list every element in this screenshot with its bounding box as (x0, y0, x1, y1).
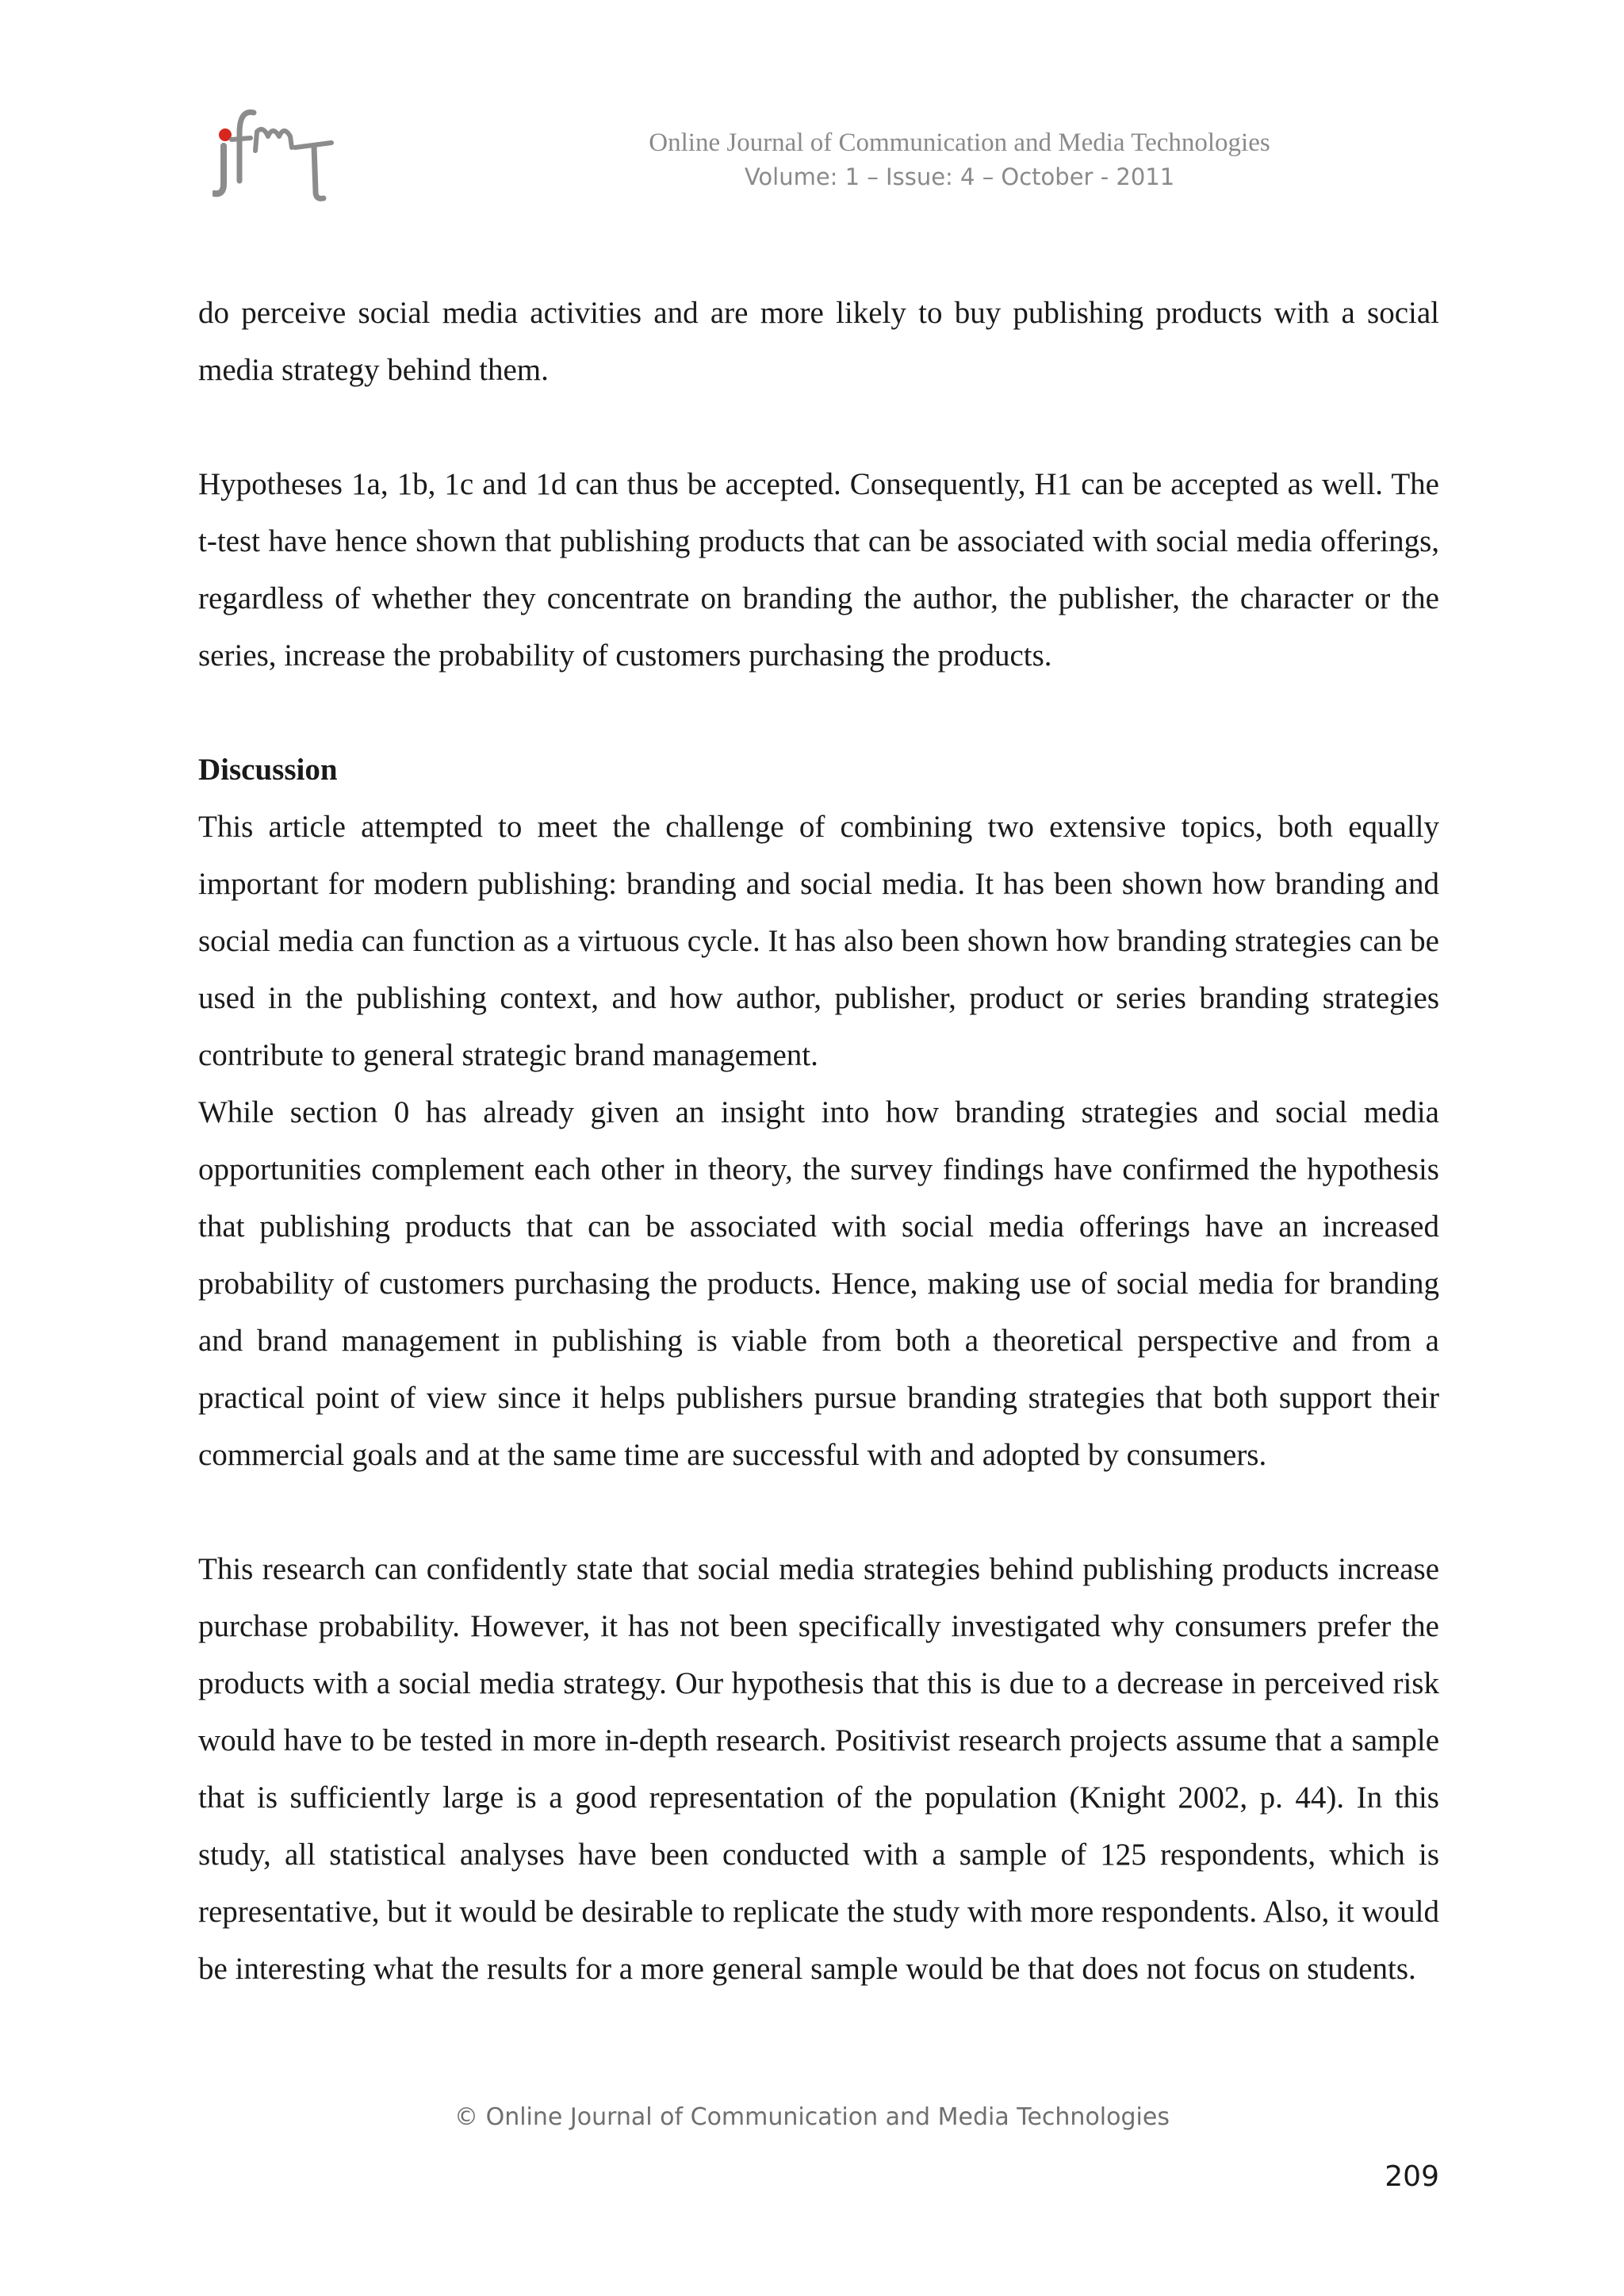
paragraph-discussion-intro: This article attempted to meet the challenge of combining two extensive topics, both equally important for modern publishing: branding and social media. It has been shown how branding and social media can function as a virtuous cycle. It has also been shown how branding strategies can be used in the publishing context, and how author, publisher, product or series branding strategies contribute to general strategic brand management. (198, 810, 1439, 1072)
journal-title: Online Journal of Communication and Media Technologies (649, 128, 1270, 157)
paragraph-hypotheses: Hypotheses 1a, 1b, 1c and 1d can thus be accepted. Consequently, H1 can be accepted as well. The t-test have hence shown that publishing products that can be associated with social media offerings, regardless of whether they concentrate on branding the author, the publisher, the character or the series, increase the probability of customers purchasing the products. (198, 467, 1439, 673)
paragraph-spacer (198, 1484, 1439, 1541)
footer-copyright: © Online Journal of Communication and Media Technologies (454, 2103, 1170, 2131)
paragraph-limitations: This research can confidently state that social media strategies behind publishing products increase purchase probability. However, it has not been specifically investigated why consumers prefer the products with a social media strategy. Our hypothesis that this is due to a decrease in perceived risk would have to be tested in more in-depth research. Positivist research projects assume that a sample that is sufficiently large is a good representation of the population (Knight 2002, p. 44). In this study, all statistical analyses have been conducted with a sample of 125 respondents, which is representative, but it would be desirable to replicate the study with more respondents. Also, it would be interesting what the results for a more general sample would be that does not focus on students. (198, 1552, 1439, 1986)
article-body (198, 285, 1439, 1998)
journal-logo (213, 102, 347, 205)
page-number: 209 (1385, 2160, 1439, 2193)
paragraph-discussion-findings: While section 0 has already given an insight into how branding strategies and social media opportunities complement each other in theory, the survey findings have confirmed the hypothesis that publishing products that can be associated with social media offerings have an increased probability of customers purchasing the products. Hence, making use of social media for branding and brand management in publishing is viable from both a theoretical perspective and from a practical point of view since it helps publishers pursue branding strategies that both support their commercial goals and at the same time are successful with and adopted by consumers. (198, 1095, 1439, 1472)
paragraph-continuation: do perceive social media activities and are more likely to buy publishing products with a social media strategy behind them. (198, 296, 1439, 387)
paragraph-spacer (198, 684, 1439, 742)
paragraph-spacer (198, 399, 1439, 456)
section-heading-discussion: Discussion (198, 753, 338, 787)
journal-volume-line: Volume: 1 – Issue: 4 – October - 2011 (744, 163, 1175, 190)
